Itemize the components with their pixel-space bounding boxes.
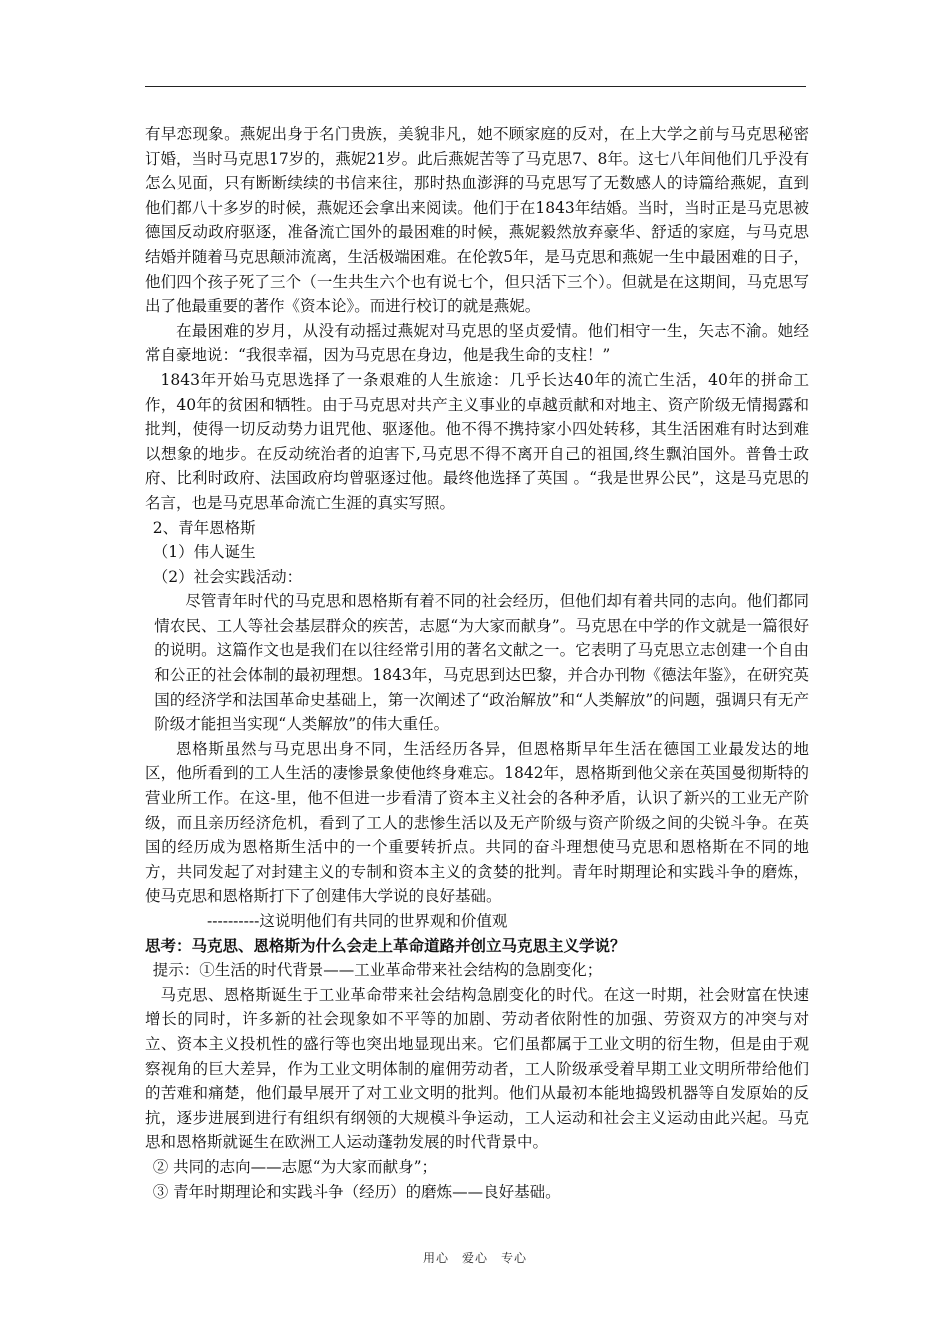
conclusion-line: ----------这说明他们有共同的世界观和价值观 bbox=[207, 912, 508, 930]
point-two: ② 共同的志向——志愿“为大家而献身”； bbox=[152, 1157, 438, 1176]
subheading-birth: （1）伟人诞生 bbox=[152, 543, 256, 562]
hint-line: 提示：①生活的时代背景——工业革命带来社会结构的急剧变化； bbox=[152, 961, 603, 980]
question-heading: 思考：马克思、恩格斯为什么会走上革命道路并创立马克思主义学说？ bbox=[145, 935, 626, 955]
paragraph-engels: 恩格斯虽然与马克思出身不同，生活经历各异，但恩格斯早年生活在德国工业最发达的地区，他所看到的工人生活的凄惨景象使他终身难忘。1842年，恩格斯到他父亲在英国曼彻斯特的营业所工作。在这-里，他不但进一步看清了资本主义社会的各种矛盾，认识了新兴的工业无产阶级，而且亲历经济危机，看到了工人的悲惨生活以及无产阶级与资产阶级之间的尖锐斗争。在英国的经历成为恩格斯生活中的一个重要转折点。共同的奋斗理想使马克思和恩格斯在不同的地方，共同发起了对封建主义的专制和资本主义的贪婪的批判。青年时期理论和实践斗争的磨炼，使马克思和恩格斯打下了创建伟大学说的良好基础。 bbox=[145, 739, 809, 906]
paragraph-common-goal: 尽管青年时代的马克思和恩格斯有着不同的社会经历，但他们却有着共同的志向。他们都同情农民、工人等社会基层群众的疾苦，志愿“为大家而献身”。马克思在中学的作文就是一篇很好的说明。这篇作文也是我们在以往经常引用的著名文献之一。它表明了马克思立志创建一个自由和公正的社会体制的最初理想。1843年，马克思到达巴黎，并合办刊物《德法年鉴》，在研究英国的经济学和法国革命史基础上，第一次阐述了“政治解放”和“人类解放”的问题，强调只有无产阶级才能担当实现“人类解放”的伟大重任。 bbox=[154, 592, 809, 734]
paragraph-jenny: 有早恋现象。燕妮出身于名门贵族，美貌非凡，她不顾家庭的反对，在上大学之前与马克思秘密订婚，当时马克思17岁的，燕妮21岁。此后燕妮苦等了马克思7、8年。这七八年间他们几乎没有怎么见面，只有断断续续的书信来往，那时热血澎湃的马克思写了无数感人的诗篇给燕妮，直到他们都八十多岁的时候，燕妮还会拿出来阅读。他们于在1843年结婚。当时，当时正是马克思被德国反动政府驱逐，准备流亡国外的最困难的时候，燕妮毅然放弃豪华、舒适的家庭，与马克思结婚并随着马克思颠沛流离，生活极端困难。在伦敦5年，是马克思和燕妮一生中最困难的日子，他们四个孩子死了三个（一生共生六个也有说七个，但只活下三个）。但就是在这期间，马克思写出了他最重要的著作《资本论》。而进行校订的就是燕妮。 bbox=[145, 125, 809, 316]
page-footer: 用心 爱心 专心 bbox=[422, 1251, 527, 1265]
paragraph-industrial: 马克思、恩格斯诞生于工业革命带来社会结构急剧变化的时代。在这一时期，社会财富在快速增长的同时，许多新的社会现象如不平等的加剧、劳动者依附性的加强、劳资双方的冲突与对立、资本主义投机性的盛行等也突出地显现出来。它们虽都属于工业文明的衍生物，但是由于观察视角的巨大差异，作为工业文明体制的雇佣劳动者，工人阶级承受着早期工业文明所带给他们的苦难和痛楚，他们最早展开了对工业文明的批判。他们从最初本能地捣毁机器等自发原始的反抗，逐步进展到进行有组织有纲领的大规模斗争运动，工人运动和社会主义运动由此兴起。马克思和恩格斯就诞生在欧洲工人运动蓬勃发展的时代背景中。 bbox=[145, 985, 809, 1152]
header-rule bbox=[145, 86, 806, 87]
document-body bbox=[145, 122, 809, 1204]
subheading-practice: （2）社会实践活动： bbox=[152, 567, 303, 586]
paragraph-hardship: 在最困难的岁月，从没有动摇过燕妮对马克思的坚贞爱情。他们相守一生，矢志不渝。她经常自豪地说：“我很幸福，因为马克思在身边，他是我生命的支柱！” bbox=[145, 321, 809, 365]
point-three: ③ 青年时期理论和实践斗争（经历）的磨炼——良好基础。 bbox=[152, 1182, 561, 1201]
paragraph-exile: 1843年开始马克思选择了一条艰难的人生旅途：几乎长达40年的流亡生活，40年的拼命工作，40年的贫困和牺牲。由于马克思对共产主义事业的卓越贡献和对地主、资产阶级无情揭露和批判，使得一切反动势力诅咒他、驱逐他。他不得不携持家小四处转移，其生活困难有时达到难以想象的地步。在反动统治者的迫害下,马克思不得不离开自己的祖国,终生飘泊国外。普鲁士政府、比利时政府、法国政府均曾驱逐过他。最终他选择了英国 。“我是世界公民”，这是马克思的名言，也是马克思革命流亡生涯的真实写照。 bbox=[145, 370, 809, 512]
section-heading-engels: 2、青年恩格斯 bbox=[152, 518, 256, 537]
